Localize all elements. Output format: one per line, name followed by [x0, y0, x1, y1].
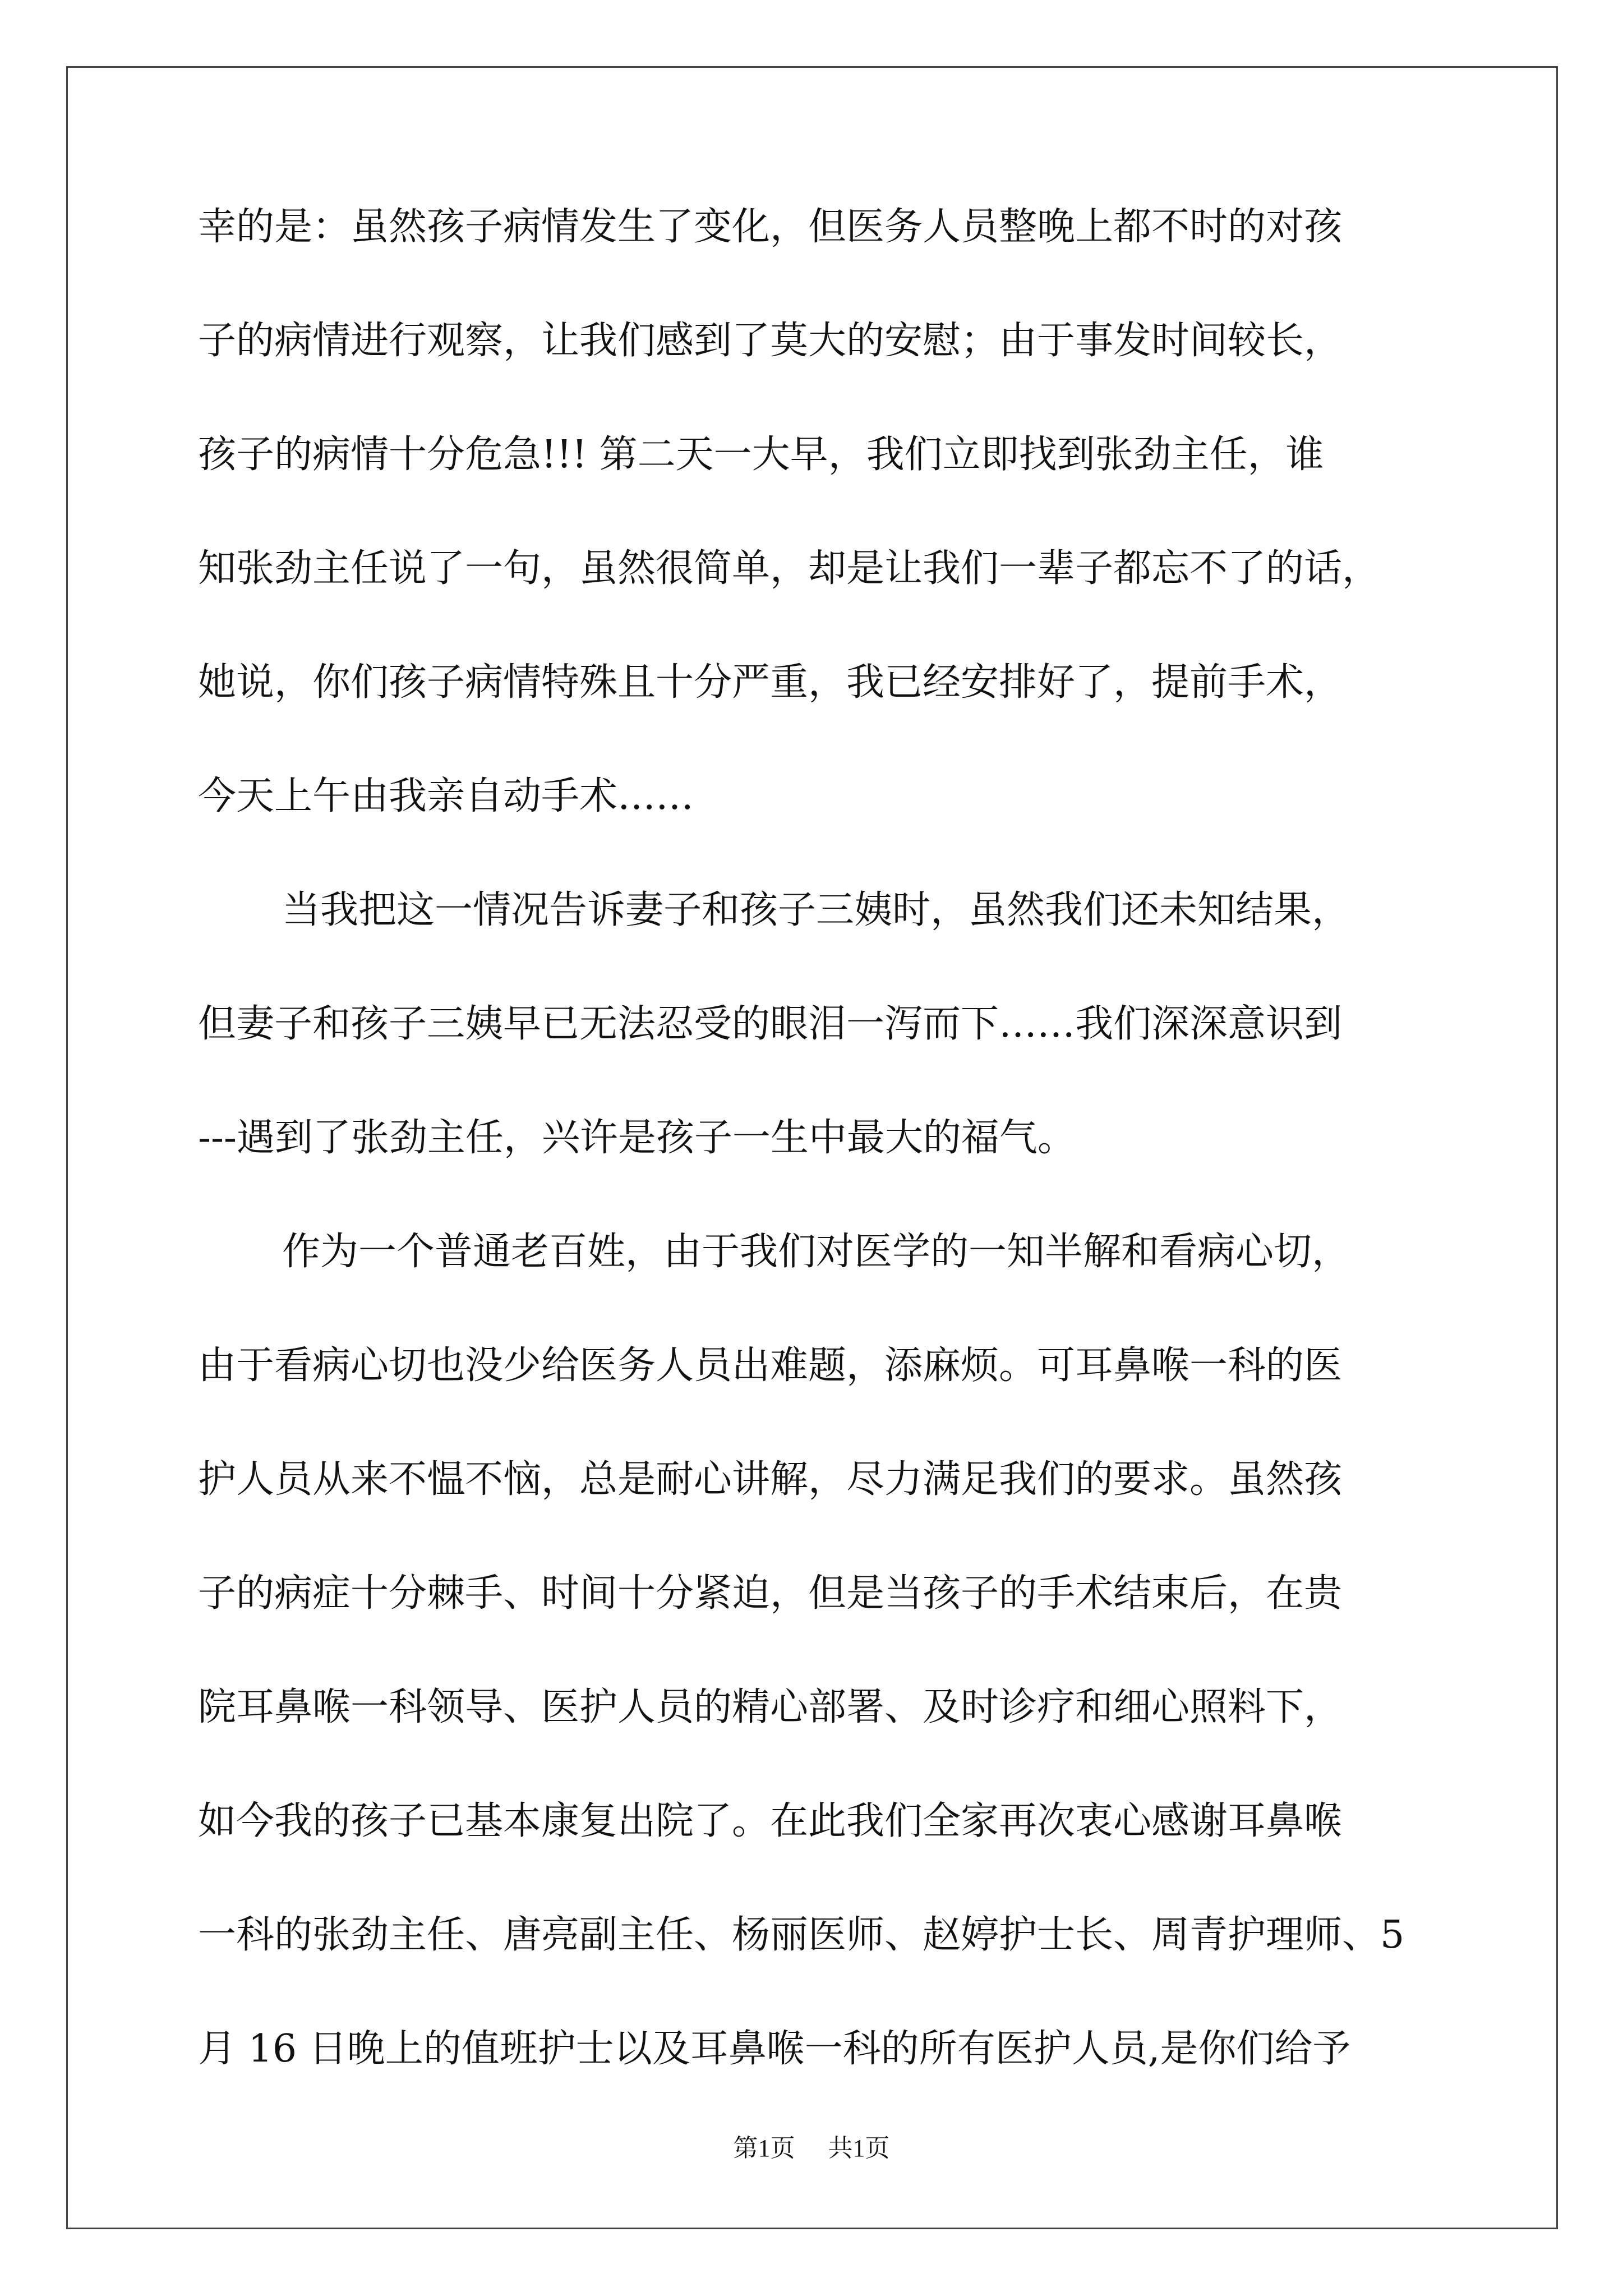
text-line: 如今我的孩子已基本康复出院了。在此我们全家再次衷心感谢耳鼻喉	[198, 1799, 1343, 1843]
document-body	[198, 202, 1499, 2138]
page-number: 第1页	[733, 2134, 795, 2162]
text-line: 今天上午由我亲自动手术……	[198, 774, 694, 818]
page-footer	[0, 2132, 1623, 2165]
text-line: 一科的张劲主任、唐亮副主任、杨丽医师、赵婷护士长、周青护理师、5	[198, 1913, 1405, 1957]
text-line: 护人员从来不愠不恼，总是耐心讲解，尽力满足我们的要求。虽然孩	[198, 1457, 1343, 1502]
text-line: 月 16 日晚上的值班护士以及耳鼻喉一科的所有医护人员,是你们给予	[198, 2027, 1351, 2071]
text-line: 院耳鼻喉一科领导、医护人员的精心部署、及时诊疗和细心照料下，	[198, 1685, 1343, 1729]
paragraph-first-line: 作为一个普通老百姓，由于我们对医学的一知半解和看病心切，	[282, 1230, 1350, 1274]
text-line: ---遇到了张劲主任，兴许是孩子一生中最大的福气。	[198, 1116, 1076, 1160]
text-line: 子的病症十分棘手、时间十分紧迫，但是当孩子的手术结束后，在贵	[198, 1571, 1343, 1616]
text-line: 孩子的病情十分危急!!! 第二天一大早，我们立即找到张劲主任，谁	[198, 432, 1324, 477]
text-line: 她说，你们孩子病情特殊且十分严重，我已经安排好了，提前手术，	[198, 660, 1343, 705]
text-line: 由于看病心切也没少给医务人员出难题，添麻烦。可耳鼻喉一科的医	[198, 1343, 1343, 1388]
text-line: 知张劲主任说了一句，虽然很简单，却是让我们一辈子都忘不了的话，	[198, 546, 1381, 591]
text-line: 幸的是：虽然孩子病情发生了变化，但医务人员整晚上都不时的对孩	[198, 205, 1343, 249]
page-total: 共1页	[828, 2134, 890, 2162]
text-line: 但妻子和孩子三姨早已无法忍受的眼泪一泻而下……我们深深意识到	[198, 1002, 1343, 1046]
paragraph-first-line: 当我把这一情况告诉妻子和孩子三姨时，虽然我们还未知结果，	[282, 888, 1350, 932]
text-line: 子的病情进行观察，让我们感到了莫大的安慰；由于事发时间较长，	[198, 319, 1343, 363]
